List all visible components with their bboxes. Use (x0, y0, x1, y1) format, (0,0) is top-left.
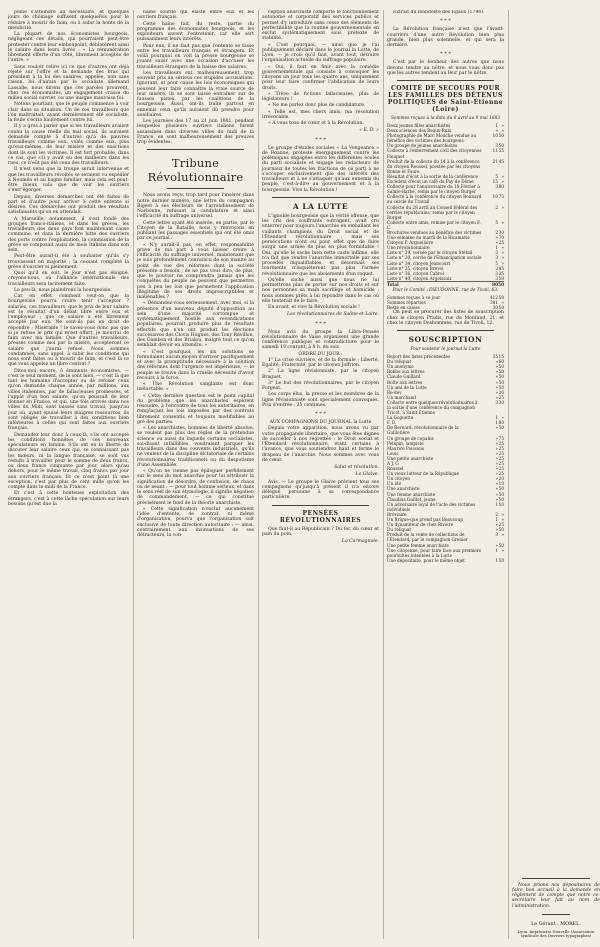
ledger-cell-amt: » (495, 369, 498, 375)
ledger-cell-label: Une femme anarchiste (387, 491, 436, 497)
tribune-paragraph: « C'est pourquoi, les six solutions se formulaient aucun moyen d'arriver pacifiquement et avec la promptitude nécessaire à la solution des réformes dont l'urgence est impérieuse, — le peuple se trouve dans la cruelle nécessité d'avoir recours à la force. (137, 349, 254, 381)
ledger-cell-c: » (501, 260, 504, 266)
ledger-cell-label: Deux jeunes filles anarchistes (387, 123, 451, 128)
meeting-paragraph: Nous avis du groupe la Libre-Pensée révolutionnaire de Vaise organisent une grande conférence publique et contradictoire pour le samedi 19 courant, à 8 h. du soir. (262, 329, 379, 351)
groupe-paragraph: Le groupe d'études sociales « La Vengeance » de Roanne, proteste énergiquement contre les polémiques engagées entre les différentes écoles du parti socialiste et engage les rédacteurs de journaux de toutes les fractions de ce parti à ne s'occuper exclusivement que des intérêts des travailleurs et à ne s'attaquer qu'aux ennemis du peuple, c'est-à-dire au gouvernement et à la bourgeoisie. Vive la Révolution ! (262, 145, 379, 193)
ledger-cell-label: Produit de la collecte du 14 à la conférence du citoyen Roussel, prestée par les citoyens Bonne et Faure (387, 158, 481, 174)
ledger-cell-amt: 1 (495, 420, 498, 426)
tribune-paragraph: Nous avons reçu, trop tard pour l'insérer dans notre dernier numéro, une lettre du compagnon Bigeot à ses électeurs de l'arrondissement de Narbonne, refusant la candidature et ainsi l'efficacité du suffrage universel. (137, 193, 254, 220)
ledger-cell-c: 60 (498, 359, 504, 365)
ledger-cell-label: Un groupe de copains (387, 435, 434, 441)
ledger-cell-c: 25 (498, 461, 504, 466)
ledger-cell-c: 75 (498, 435, 504, 441)
letter-paragraph: « C'est pourquoi, — ainsi que je l'ai publiquement déclaré dans le journal la Lutte, de Lyon, — je crois qu'il faut, avant tout, détruire l'organisation actuelle du suffrage populaire. (262, 42, 379, 64)
ledger-cell-amt: » (495, 364, 498, 370)
ledger-cell-c: » (501, 300, 504, 306)
ledger-cell-amt: » (495, 527, 498, 533)
article-paragraph: Les travailleurs ont, malheureusement, trop souvent pris au sérieux ces stupides accusations. Ignorant, et pour cause les lois économiques qui peuvent leur faire connaître la vraie source de leur misère, ils se sont laissé entraîner sur de fausses pistes, par les coalitions de la bourgeoisie. Aussi, ont-ils traîté partout en ennemis ceux qu'ils auraient dû prendre pour auxiliaires. (137, 70, 254, 118)
ledger-cell-amt: 3 (495, 184, 498, 190)
pensee-text: Que faut-il au Républicain ? Du fer, du cœur et pain du poin. (262, 526, 379, 537)
ledger-cell-label: Produit de la vente de collections de l'Étendard, par le compagnon Grenier (387, 532, 468, 543)
ledger-cell-amt: 3 (495, 255, 498, 261)
ledger-cell-c: 50 (498, 486, 504, 492)
ledger-cell-amt: » (495, 240, 498, 246)
tribune-paragraph: « Démandez-vous sérieusement, avec moi, si la présence d'un nouveau député d'opposition au sein d'une majorité corrompue et systématiquement hostile aux revendications populaires, pourrait produire plus de résultats effectifs que n'en ont produit les élections successives des Clovis Hugues, des Tony Révillon, des Gambon et des Brialou, malgré tout ce qu'on semblait devoir en attendre. » (137, 301, 254, 349)
ledger-cell-c: 50 (498, 491, 504, 497)
ledger-cell-amt: 5 (495, 219, 498, 225)
tribune-paragraph: « N'y aurait-il pas, en effet, responsabilité grave de ma part à vous laisser croire à l'efficacité du suffrage universel, maintenant que je suis profondément convaincu de son inanité au point de vue des réformes dont la société présente a besoin ; de ne pas vous dire, de plus, que le pouvoir ne comprendra jamais que les conquêtes du peuple ne peuvent que permettre peu à peu les lois que permettent l'application illégitime de ses droits imprescriptibles et inaliénables ? (137, 242, 254, 300)
ledger-cell-amt: » (495, 461, 498, 466)
ledger-cell-c: » (501, 219, 504, 225)
ledger-cell-c: » (501, 255, 504, 261)
ledger-cell-amt: » (495, 496, 498, 502)
article-paragraph: Pour eux, il ne faut pas que l'entente se fasse entre les travailleurs français et étrangers. Et voilà pourquoi on voit la presse bourgeoise se jouant saisir avec une occasion d'accuser les travailleurs étrangers de la baisse des salaires. (137, 43, 254, 70)
ledger-cell-c: » (501, 415, 504, 421)
ordre-item: 3° Le but des révolutionnaires, par le citoyen Forgeat. (262, 380, 379, 391)
ledger-cell-label: Report des listes précédentes (387, 354, 451, 360)
ledger-cell-c: 85 (498, 265, 504, 271)
article-paragraph: Car, en effet, comment veut-on que la bourgeoisie pourra croire tenir l'accepter ? salariés, ces travailleurs, que le prix de leur salaire est le résultat d'un débat libre entre eux et l'employeur ; que ce salaire a été librement accepté par eux. Ne sont-ils pas en droit de répondre : Misérable ! le savez-vous donc pas que si je refuse le prix qui m'est offert, je mourrai de faim avec ma famille. Que d'autres travailleurs, pressés comme moi par la misère, accepteront ce salaire que j'aurai refusé. Nous sommes condamnés, sans appel, à subir les conditions qui nous sont faites ou à mourir de faim, et c'est là ce que vous appelez un libre contrat ? (8, 294, 129, 368)
ledger-cell-amt: 3 (495, 399, 498, 405)
ledger-cell-amt: 2 (495, 511, 498, 517)
ledger-cell-c: 50 (498, 496, 504, 502)
tribune-paragraph: « Les anarchistes, hommes de liberté absolue, se veulent pas plus des règles de la prétendue science ou aussi du laquelle certains socialistes, soi-disant infaillibles, voudraient parquer les travailleurs dans des couvents industriels, qu'ils ne veulent de la discipline dictatoriale de certains révolutionnaires traditionnels ou du despotisme d'une Assemblée. (137, 426, 254, 468)
ledger-cell-label: Liste n° 40, citoyen Argeissaix (387, 275, 452, 281)
ledger-row (387, 194, 504, 204)
ledger-cell-amt: » (495, 486, 498, 492)
article-paragraph: A Marseille, notamment, il s'est fondé des groupes franco-italiens, et dans les grèves, les travailleurs des deux pays font maintenant cause commune, et dans la dernière lutte des ouvriers des ports contre l'exploitation, la commission de la grève se composait aussi de mois Italiens dans son sein. (8, 216, 129, 253)
ledger-cell-c: 25 (498, 440, 504, 446)
separator-stars: * * * (315, 320, 326, 327)
ledger-cell-amt: 2 (495, 265, 498, 271)
ledger-cell-c: » (501, 128, 504, 134)
notice: Nous prions nos dépositaires de faire bon accueil à la demande en règlement de compte que notre co-secrétaire leur fait au nom de l'administration. (512, 882, 600, 909)
comite-ledger (387, 123, 504, 287)
article-paragraph: Notons pourtant, que le peuple commence à voir clair dans sa situation. Un de ces travailleurs que l'on maltraitait, ayant dernièrement été socialiste, la foule s'écria hautement contre lui. (8, 102, 129, 123)
ledger-cell-label: Bréviaire (387, 511, 407, 517)
ledger-cell-c: 50 (498, 527, 504, 533)
ledger-cell-c: » (501, 517, 504, 523)
ledger-total-label: Total (387, 281, 482, 287)
ledger-cell-c: 50 (498, 379, 504, 385)
ledger-cell-amt: 2 (495, 229, 498, 235)
ledger-cell-c: 30 (498, 399, 504, 405)
ledger-row (387, 548, 504, 558)
ledger-cell-c: » (501, 245, 504, 251)
divider (397, 330, 494, 331)
ledger-cell-amt: » (495, 481, 498, 487)
ledger-cell-amt: » (495, 466, 498, 472)
ledger-cell-c: 30 (498, 229, 504, 235)
ledger-cell-label: Un idé (387, 481, 402, 487)
ledger-cell-label: De Bernard, révolutionnaire de la Guillotière (387, 425, 459, 436)
ledger-cell-amt: » (495, 394, 498, 400)
ledger-cell-label: Résultat d'écot à la sortie de la conférence (387, 173, 478, 179)
ledger-cell-amt: 3 (495, 250, 498, 256)
ledger-cell-label: A J. G (387, 461, 399, 466)
ledger-cell-c: 50 (498, 384, 504, 390)
ledger-total-amt: 80 (482, 281, 498, 287)
tribune-title: Tribune Révolutionnaire (147, 156, 244, 185)
ledger-cell-c: » (501, 179, 504, 185)
ledger-cell-amt: » (495, 491, 498, 497)
ledger-cell-label: Un groupe de jeunes anarchistes (387, 143, 458, 149)
letter-paragraph: ception anarchiste comporte le fonctionnement autonome et corporatif des services publics et permet d'y introduire sans cesse des éléments de perfectibilité que la routine gouvernementale en exclut systématiquement sous prétexte de stabilité. (262, 10, 379, 42)
tribune-paragraph: « Cette dernière question est le point capital du problème que les anarchistes espèrent résoudre, à l'encontre de tous les autoritaires, en remplaçant les lois imposées par des contrats librement consentis et toujours modifiables au gré des parties. (137, 393, 254, 425)
ledger-cell-amt: 3 (495, 143, 498, 149)
ledger-cell-label: Collecte pour l'anniversaire du 18 Février à Sainte-Barbe, remis par le citoyen Burger (387, 184, 480, 195)
article-paragraph: Cette haine fait, du reste, partie du programme des économistes bourgeois, et les exploiteurs savent l'entretenir, car elle sert puissamment leurs intérêts. (137, 21, 254, 43)
pensees-title: PENSÉES RÉVOLUTIONNAIRES (279, 509, 362, 524)
ledger-cell-label: Sommes reçues à ce jour (387, 295, 441, 300)
ledger-cell-c: 25 (498, 471, 504, 477)
ledger-cell-label: Un ami de la Lutte (387, 384, 427, 390)
ledger-cell-c: 50 (498, 369, 504, 375)
column-2 (133, 10, 254, 939)
ledger-cell-amt: » (495, 476, 498, 482)
ledger-cell-c: 50 (498, 143, 504, 149)
comite-title: COMITÉ DE SECOURS POUR LES FAMILLES DES DÉTENUS POLITIQUES de Saint-Étienne (Loire) (387, 85, 504, 113)
ledger-cell-c: 50 (498, 374, 504, 380)
ledger-cell-amt: » (495, 374, 498, 380)
ledger-cell-c: 25 (498, 394, 504, 400)
article-paragraph: Il n'est venu que la troupe serait intervenue et que les travailleurs révoltés se seraient vu expédier à Nouméa et au bagne familier, mais cela est peut-être mieux valu que de voir les ouvriers s'entr'égorger. (8, 167, 129, 194)
article-paragraph: Depuis, diverses démarches ont été faites de part et d'autre pour arriver à cette entente si désirée. Ces démarches ont produit des résultats satisfaisants qu'on en attendait. (8, 194, 129, 216)
ledger-cell-amt: 10 (492, 133, 498, 139)
divider (167, 188, 224, 189)
ledger-cell-label: Un anonyme (387, 364, 414, 370)
ledger-cell-label: Une révolutionnaire (387, 245, 430, 251)
column-4 (383, 10, 504, 939)
ledger-cell-amt: » (495, 455, 498, 461)
ledger-cell-amt: 2 (495, 204, 498, 210)
signature-ed: « E. D. » (359, 128, 379, 134)
ordre-item: 2° La ligne révisionniste, par le citoyen Braguet. (262, 369, 379, 380)
ledger-cell-label: Claudius Guillot, jeune (387, 496, 436, 502)
ledger-cell-label: Un vieux lutteur de la République (387, 471, 459, 477)
ledger-cell-amt: » (495, 235, 498, 241)
ledger-cell-label: Excédent d'écot un café du Pay de Dôme (387, 179, 474, 185)
ledger-cell-amt: » (495, 471, 498, 477)
ledger-cell-c: 50 (498, 305, 504, 311)
souscription-subtitle: Pour soutenir le journal la Lutte (410, 347, 481, 353)
article-paragraph: Et c'est à cette honteuse exploitation des étrangers, c'est à cette lâche spéculation sur leurs besoins qu'est due la (8, 491, 129, 507)
ledger-cell-amt: » (495, 542, 498, 548)
ledger-cell-label: Collecte à l'enterrement civil des citoyennes Fauquet (387, 148, 482, 159)
ledger-cell-c: 50 (498, 425, 504, 431)
tribune-paragraph: « Qu'on ne vienne pas épiloguer perfidement sur le sens du mot anarchie pour lui attribuer la signification de désordre, de confusion, de chaos ou de néant : — pour tout homme sérieux, et dans le sens réel de son étymologie, il signifie négation de commandement, — ce qui constitue précisément le fond de la théorie anarchiste. (137, 469, 254, 506)
article-paragraph: Demandez leur donc à ceux-là, s'ils ont accepté les conditions honnêtes de ces nouveaux spéculateurs en famine. S'ils ont eu la liberté de discuter leur salaire ceux qui, se connaissant pas les mœurs, ni la langue française, se sont vus réduits à travailler pour le somme de deux francs, ou deux francs cinquante par jour, alors qu'au dehors, pour le même travail, cinq francs par jour aux ouvriers français. Et ce n'est point là une exception, c'est par plus de cent mille qu'on les compte dans le midi de la France. (8, 432, 129, 490)
lutte-paragraph: En avant, et vive la Révolution sociale ! (268, 305, 360, 310)
divider (522, 878, 590, 879)
article-paragraph: peine s'atteindre au nécessaire, et quelques jours de chômage suffisent quelquefois pour le réduire à mourir de faim, ou à subir la honte de la mendicité. (8, 10, 129, 31)
ledger-cell-label: Un citoyen (387, 476, 410, 482)
ledger-cell-label: Claude Guillard (387, 374, 421, 380)
column-1 (8, 10, 129, 939)
ledger-cell-amt: 3 (495, 532, 498, 538)
ledger-row (387, 133, 504, 143)
ledger-cell-label: Liste n° 34, citoyen Jeancourt (387, 260, 451, 266)
ledger-cell-c: 10 (498, 481, 504, 487)
ledger-cell-label: Liste n° 29, versée par le citoyen Stétail (387, 250, 473, 256)
ledger-cell-amt: 1 (495, 415, 498, 421)
gerant: Le Gérant : MOREL. (531, 921, 581, 927)
recap-ledger (387, 295, 504, 310)
article-paragraph: Dites-moi encore, ô éminents économistes, — c'est le seul moment, de le sont bien, — c'est là que tant les humains d'accepter ou de refuser ceux qu'on demande chaque année, par millions, aux villes italiennes, par de fallacieuses promesses, et l'appât d'un bon salaire, qu'on poussait de leur donner en France, et qui, une fois arrivés dans nos villes du Midi, sont laissés sans travail, jusqu'au jour où, ayant épuisé leurs maigres ressources, ils sont obligés de travailler à des conditions bien inférieures à celles qui sont faites aux ouvriers français. (8, 368, 129, 432)
separator-stars: * * * (440, 18, 451, 25)
ledger-note: Pour le Comité : DIEUDONNÉ, rue de Tivoli, 63. (392, 288, 499, 293)
ledger-cell-label: Une dépositaire, pour le même objet (387, 557, 465, 563)
signature-glaive: Le Glaive. (355, 472, 379, 478)
lutte-title: A LA LUTTE (292, 201, 349, 211)
letter-paragraph: « A vous tous de cœur et à la Révolution. (268, 121, 364, 126)
ledger-cell-c: 75 (498, 194, 504, 200)
lutte-paragraph: L'ignoble bourgeoisie que la vérité offense, que les cris des souffrants outragent, avait cru enterrer pour toujours l'anarchie en emballant les vaillants champions du Droit social et de l'Étendard révolutionnaire ; mais ses persécutions n'ont eu pour effet que de faire surgir une armée de plus en plus formidable ! Oui, qu'elle le sache bien cette caste infâme, elle n'a fait que rendre l'anarchie immortelle par ses procédés inqualifiables, et désormais ses tourments n'inquièteront pas plus l'armée révolutionnaire que les aboiements d'un roquet. (262, 213, 379, 277)
signature-lutte: Les révolutionnaires de Saône-et-Loire. (286, 312, 379, 318)
ledger-cell-amt: 3 (495, 275, 498, 281)
ledger-cell-label: Un adversaire loyal de l'acte des victimes individuels (387, 501, 476, 512)
ledger-cell-amt: » (495, 379, 498, 385)
ledger-cell-c: » (501, 547, 504, 553)
ledger-cell-label: Pelupin, lampiste (387, 440, 424, 446)
ledger-cell-label: Bobbe aux lettres (387, 369, 425, 375)
tribune-paragraph: Cette lettre ayant été insérée, en partie, par le Citoyen de la Bataille, nous y renvoyons en publiant les passages essentiels qui ont été omis par ce journal : (137, 220, 254, 242)
ledger-cell-c: 25 (498, 445, 504, 451)
ledger-cell-amt: 15 (492, 179, 498, 185)
tribune-paragraph: « Cette signification n'exclut aucunement l'idée d'entente, de contrat, ni même d'organisation, pourvu que l'organisation soit exclusive de toute direction autoritaire : — ainsi, contrairement aux insinuations de ses détracteurs, la con- (137, 506, 254, 538)
ledger-cell-c: 25 (498, 455, 504, 461)
ledger-cell-c: 80 (498, 420, 504, 426)
intro-paragraph: Extrait du manifeste des Égaux (1796). (393, 10, 485, 15)
tribune-paragraph: « Une Révolution sanglante est donc inéluctable. » (137, 382, 254, 393)
ledger-cell-label: Roussel (387, 466, 404, 472)
signature-salut: Salut et révolution. (334, 465, 379, 470)
ledger-cell-amt: » (495, 389, 498, 395)
ledger-cell-label: Photographie de Marc Mouche vendue au bénéfice des victimes des bourgeois (387, 133, 477, 144)
pensee-signature: La Carmagnole. (341, 539, 379, 544)
intro-paragraph-2: La Révolution française n'est que l'avant-courriers d'une autre Révolution bien plus grande, bien plus solennelle, et qui sera la dernière. (387, 27, 504, 48)
ledger-total-row (387, 281, 504, 287)
souscription-title: SOUSCRIPTION (408, 335, 483, 345)
columns (8, 10, 600, 939)
ledger-cell-amt: » (495, 522, 498, 528)
ledger-cell-amt: » (495, 435, 498, 441)
ledger-cell-amt: 10 (492, 194, 498, 200)
ledger-cell-label: Maurice Poissons (387, 445, 425, 451)
intro-paragraph-3: C'est par le bonheur des autres que nous devons tendre au nôtre, et nous vous donc pas que les autres tendent au leur par le nôtre. (387, 60, 504, 76)
ledger-cell-label: Une semaine du mardi de la Ricamarie (387, 235, 470, 241)
ledger-cell-amt: » (495, 425, 498, 431)
ledger-cell-amt: 1 (495, 547, 498, 553)
ledger-row (387, 425, 504, 435)
ledger-cell-c: 25 (498, 450, 504, 456)
separator-stars: * * * (315, 411, 326, 417)
separator-stars: * * * (440, 51, 451, 58)
ledger-cell-label: Du reliquat (387, 359, 412, 365)
compagnons-paragraph: Depuis votre apparition, nous avons vu par votre propagande libertaire, que vous êtes dignes de succéder à nos regrettés : le Droit social et l'Étendard révolutionnaire, étant certains à l'avance, que vous soutiendrez haut et ferme le drapeau de l'anarchie. Nous sommes avec vous de cœur. (262, 426, 379, 463)
divider (147, 149, 244, 150)
article-paragraph: Sans vouloir relire ici ce que d'autres ont déjà rejeté sur l'offre et la demande des bras qui président à la loi des salaires, appelée, non sans raison, loi d'airain par le socialiste allemand Lassalle, nous dirons que ces paroles prouvent, chez ces économistes, un engagement crasse du milieu social ouvrier, ou une insigne mauvaise foi. (8, 64, 129, 101)
ledger-cell-c: 50 (498, 295, 504, 300)
ledger-cell-c: » (501, 250, 504, 256)
ledger-cell-amt: » (495, 384, 498, 390)
divider (397, 80, 494, 81)
ledger-cell-c: 45 (498, 158, 504, 164)
ledger-cell-amt: 5 (495, 260, 498, 266)
ledger-cell-c: 20 (498, 476, 504, 482)
column-5 (508, 10, 600, 939)
ledger-cell-label: Collecte entre quelques révolutionnaires à la sortie d'une conférence du compagnon Tricot, à Saint-Etienne (387, 399, 478, 416)
article-paragraph: Il y a gros à parier que si les travailleurs avaient connu la cause réelle du mal social, ils auraient demandé compte à d'autres qu'à de pauvres travailleurs comme eux, volés comme eux, plus qu'eux-mêmes, de leur misère et des exactions dont ils sont les victimes. Il est fort probable, dans ce cas, que s'il y avait eu des malheurs dans les rues, ce n'eût pas été ceux des travailleurs. (8, 124, 129, 166)
ledger-cell-label: Une citoyenne, pour faire face aux premiers poursuites intentées à la Lutte (387, 547, 481, 558)
ledger-cell-amt: » (495, 128, 498, 134)
ledger-cell-label: Deux sciences des Beaux-Ruix (387, 128, 452, 134)
letter-paragraph: « Telle est, mes chers amis, ma résolution irrévocable. (262, 109, 379, 120)
ledger-cell-label: Brochures vendues au bénéfice des victimes (387, 229, 482, 235)
article-paragraph: La plupart de nos économistes bourgeois, négligeant ces détails, qui pourraient peut-être protester contre leur embonpoint, déblatèrent ainsi le salaire dans leurs livres : « La rémunération librement offerte d'un côté, librement acceptée de l'autre. » (8, 32, 129, 64)
recap-note: On peut se procurer des listes de souscription chez le citoyen Pradis, rue de Montaud, 21, et chez le citoyen Deshommes, rue de Tivoli, 12. (387, 310, 504, 326)
ledger-cell-c: 25 (498, 522, 504, 528)
avis-paragraph: Avis. — Le groupe le Glaive prévient tous ses compagnons qu'jusqu'à présent il n'a encore délégué personne à sa correspondance particulière. (262, 479, 379, 501)
ledger-cell-label: Sommes réparties (387, 300, 426, 306)
ledger-cell-c: 50 (498, 133, 504, 139)
ledger-total-c: 50 (498, 281, 504, 287)
letter-paragraph: « Trêve de fictions fallacieuses, plus de législateurs ! (262, 91, 379, 102)
ordre-title: ORDRE DU JOUR : (298, 351, 343, 357)
divider (272, 505, 369, 506)
ledger-cell-c: » (501, 123, 504, 128)
ledger-cell-label: Liste n° 36, citoyen Cabrol (387, 270, 444, 276)
ordre-item: 1° La crise ouvrière, et de la formule : Liberté, Égalité, Fraternité, par le citoyen Joffrion. (262, 357, 379, 368)
ledger-row (387, 148, 504, 158)
article-paragraph: Quoi qu'il en soit, le jour n'est pas éloigné, croyons-nous, où l'alliance internationale des travailleurs sera tacitement faite. (8, 271, 129, 287)
letter-paragraph: « Ne me parlez donc plus de candidature. (268, 103, 366, 109)
ledger-cell-amt: 1 (495, 501, 498, 507)
lutte-paragraph: Qu'elle sache aussi que nous ne lui permettrons plus de porter sur nos droits et sur nos personnes sa main sacrilège et homicide ; nous sommes prêts à lui répondre dans le cas où elle tenterait de le faire. (262, 277, 379, 304)
ledger-row (387, 184, 504, 194)
ledger-row (387, 220, 504, 230)
ledger-cell-c: 50 (498, 542, 504, 548)
column-3 (258, 10, 379, 939)
ledger-cell-label: Une anarchiste (387, 486, 420, 492)
ledger-cell-label: Un marchand (387, 394, 416, 400)
ledger-cell-c: 20 (498, 389, 504, 395)
ledger-cell-label: Louis (387, 450, 399, 456)
ledger-cell-label: Collecte du 28 avril au Conseil fédéral des cercles républicains, remis par le citoyen Burger (387, 204, 478, 220)
ledger-cell-c: 50 (498, 275, 504, 281)
ledger-cell-c: » (501, 173, 504, 179)
ledger-cell-label: La Goguette (387, 415, 414, 421)
ledger-cell-label: Collecte à la conférence du citoyen Bonnard au cercle du Travail (387, 194, 482, 205)
ledger-cell-label: Une petite anarchiste (387, 455, 434, 461)
ledger-cell-amt: 30 (492, 305, 498, 311)
ledger-cell-c: 50 (498, 557, 504, 563)
ledger-cell-amt: » (495, 440, 498, 446)
ledger-cell-c: 50 (498, 364, 504, 370)
ledger-cell-label: Citoyen P. Argueilaire (387, 240, 434, 246)
ledger-cell-c: 25 (498, 466, 504, 472)
comite-subtitle: Sommes reçues à la date du 6 avril au 9 mai 1883 (390, 116, 501, 121)
ledger-cell-c: » (501, 511, 504, 517)
ledger-cell-label: Liste n° 35, citoyen Brevol (387, 265, 444, 271)
ordre-note: Les corps élus, la presse et les membres de la ligne révisionniste sont spécialement convoqués. Prix d'entrée : 25 centimes. (262, 392, 379, 408)
ledger-row (387, 400, 504, 415)
ledger-cell-label: F. D. (387, 420, 397, 426)
ledger-cell-amt: 21 (492, 158, 498, 164)
article-paragraph: Le peu-là, nous plaindrons la bourgeoisie. (14, 287, 112, 293)
ledger-cell-label: Un dynamiteur de chez Rivoire (387, 522, 454, 528)
souscription-ledger (387, 354, 504, 563)
ledger-cell-c: 15 (498, 354, 504, 360)
ledger-cell-amt: 35 (492, 354, 498, 360)
ledger-cell-amt: 1 (495, 517, 498, 523)
ledger-cell-c: 70 (498, 235, 504, 241)
ledger-row (387, 558, 504, 563)
ledger-cell-c: 50 (498, 501, 504, 507)
ledger-cell-amt: 11 (492, 148, 498, 154)
divider (542, 914, 570, 915)
article-paragraph: haine sourde qui existe entre eux et les ouvriers français. (137, 10, 254, 21)
ledger-cell-amt: » (495, 359, 498, 365)
letter-paragraph: « Oui, il faut en finir avec la comédie gouvernementale qui consiste à convoquer les citoyens un jour tous les quatre ans, uniquement pour leur faire confirmer l'abdication de leurs droits. (262, 64, 379, 91)
ledger-row (387, 159, 504, 174)
ledger-cell-amt: 1 (495, 245, 498, 251)
ledger-cell-amt: » (495, 450, 498, 456)
compagnons-title: AUX COMPAGNONS DU JOURNAL la Lutte (269, 420, 372, 425)
ledger-cell-label: Collecte entre amis, remise par le citoyen F. C. (387, 219, 481, 230)
ledger-cell-label: Boîte aux lettres (387, 379, 423, 385)
ledger-cell-label: Un Brigue-que prend pas Beaucoup (387, 517, 463, 523)
ledger-cell-amt: 381 (490, 300, 498, 306)
divider (272, 197, 369, 198)
ledger-row (387, 532, 504, 542)
imprint: Lyon. Imprimerie Nouvelle (Association syndicale des Ouvriers typographes) (517, 928, 595, 939)
ledger-cell-amt: 1 (495, 557, 498, 563)
ledger-cell-amt: 5 (495, 173, 498, 179)
ledger-row (387, 502, 504, 512)
ledger-cell-label: Re-dev (387, 389, 402, 395)
ledger-cell-label: Du reliquat (387, 527, 412, 533)
separator-stars: * * * (315, 136, 326, 143)
ledger-row (387, 205, 504, 220)
ledger-cell-c: 80 (498, 184, 504, 190)
ledger-cell-amt: 1 (495, 123, 498, 128)
ledger-cell-c: 25 (498, 240, 504, 246)
ledger-cell-c: » (501, 532, 504, 538)
ledger-cell-c: » (501, 204, 504, 210)
ledger-cell-amt: » (495, 445, 498, 451)
article-paragraph: Peut-être aurait-il été à souhaiter qu'ils s'y trouvassent en majorité ; la cessant complété la grève d'ouvrier si pleinement. (8, 254, 129, 270)
ledger-cell-amt: 3 (495, 270, 498, 276)
ledger-cell-label: Liste n° 30, cercle de l'Émancipation sociale (387, 255, 482, 261)
article-paragraph: Les journées des 17 au 21 juin 1881, pendant lesquelles plusieurs ouvriers italiens furent assassinés dans diverses villes du midi de la France, en sont malheureusement des preuves trop évidentes. (137, 119, 254, 145)
ledger-cell-c: 55 (498, 148, 504, 154)
ledger-cell-amt: 412 (490, 295, 498, 300)
ledger-cell-label: Une petite femme anarchiste (387, 542, 449, 548)
ledger-cell-label: Reste en caisse (387, 305, 420, 311)
ledger-cell-c: 25 (498, 270, 504, 276)
